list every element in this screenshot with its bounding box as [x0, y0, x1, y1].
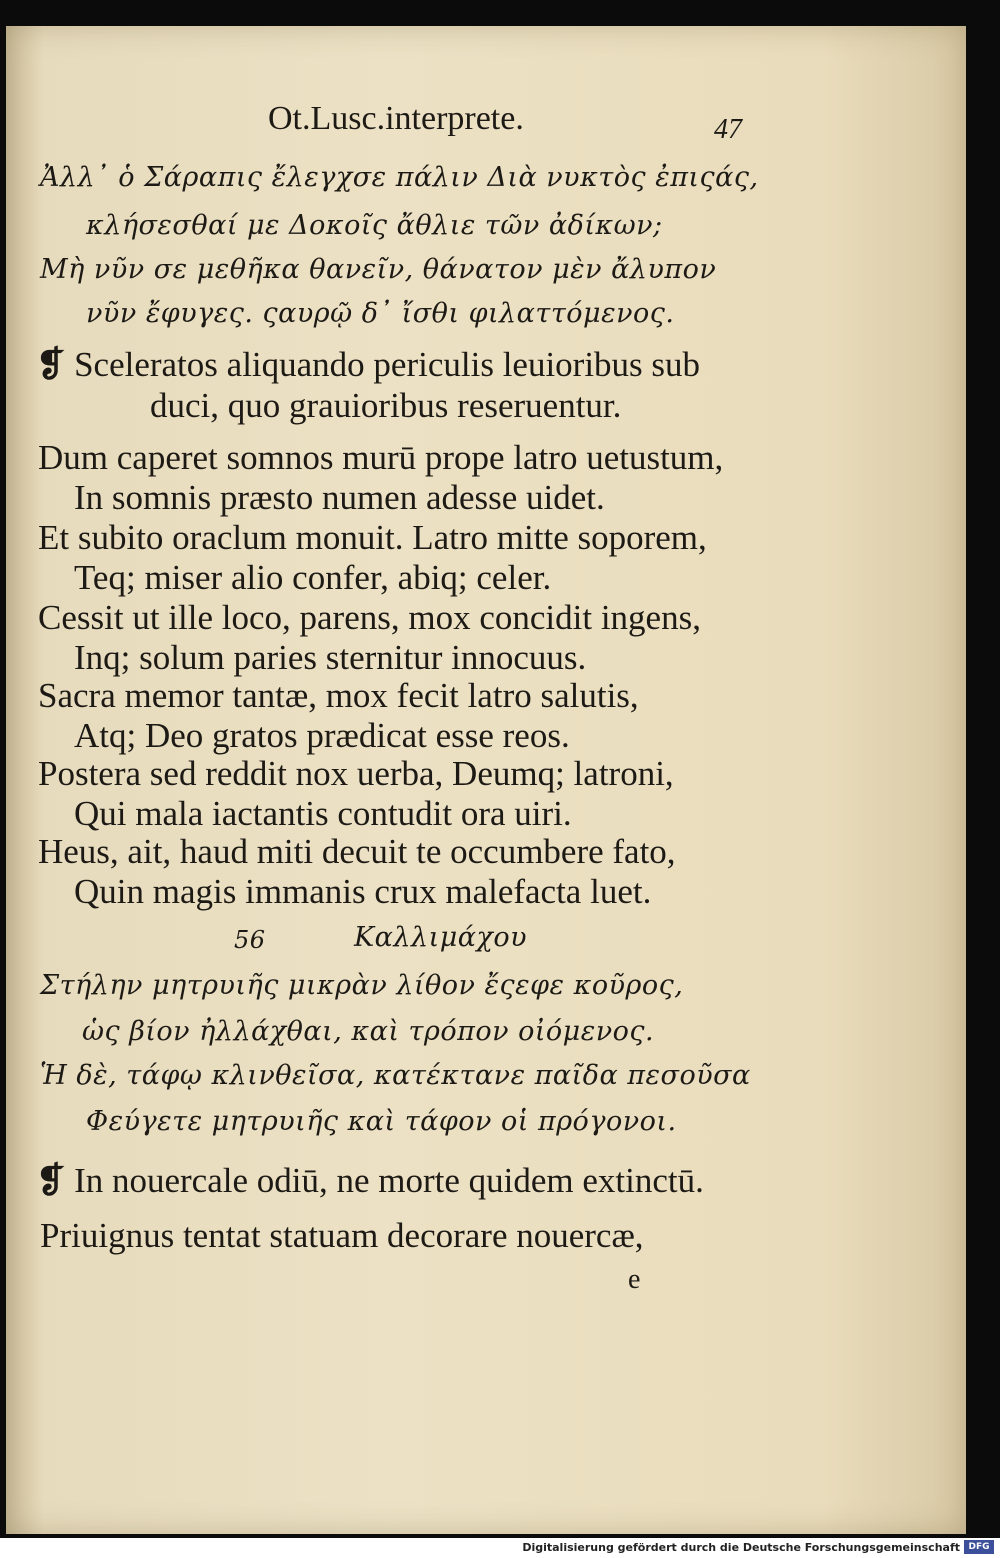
- greek-line: ὡς βίον ἠλλάχθαι, καὶ τρόπον οἰόμενος.: [82, 1016, 655, 1047]
- latin-verse-line: Sacra memor tantæ, mox fecit latro salutis,: [38, 676, 639, 715]
- section-heading-text: Sceleratos aliquando periculis leuioribus sub: [74, 345, 701, 384]
- section-heading: [36, 1160, 704, 1201]
- running-title: Ot.Lusc.interprete.: [268, 100, 524, 137]
- greek-line: Ἡ δὲ, τάφῳ κλινθεῖσα, κατέκτανε παῖδα πεσοῦσα: [40, 1060, 751, 1091]
- latin-verse-line: Qui mala iactantis contudit ora uiri.: [74, 794, 572, 833]
- catchword: e: [628, 1264, 641, 1295]
- section-heading-continuation: duci, quo grauioribus reseruentur.: [150, 386, 622, 425]
- latin-verse-line: Priuignus tentat statuam decorare nouercæ,: [40, 1216, 644, 1255]
- section-heading: [36, 344, 700, 385]
- greek-line: Μὴ νῦν σε μεθῆκα θανεῖν, θάνατον μὲν ἄλυπον: [40, 254, 717, 285]
- page-number: 47: [714, 114, 742, 145]
- epigram-author: Καλλιμάχου: [354, 922, 528, 953]
- digitization-credit: Digitalisierung gefördert durch die Deutsche Forschungsgemeinschaft: [522, 1541, 960, 1554]
- epigram-number: 56: [234, 926, 266, 954]
- pilcrow-marker: ❡: [36, 344, 66, 385]
- dfg-logo: DFG: [964, 1540, 994, 1554]
- latin-verse-line: Et subito oraclum monuit. Latro mitte soporem,: [38, 518, 707, 557]
- pilcrow-marker: ❡: [36, 1160, 66, 1201]
- latin-verse-line: Cessit ut ille loco, parens, mox concidit ingens,: [38, 598, 701, 637]
- latin-verse-line: In somnis præsto numen adesse uidet.: [74, 478, 605, 517]
- greek-line: νῦν ἔφυγες. ςαυρῷ δ᾽ ἴσθι φιλαττόμενος.: [86, 298, 675, 329]
- book-page: [6, 26, 966, 1534]
- latin-verse-line: Dum caperet somnos murū prope latro uetustum,: [38, 438, 724, 477]
- latin-verse-line: Inq; solum paries sternitur innocuus.: [74, 638, 587, 677]
- latin-verse-line: Postera sed reddit nox uerba, Deumq; latroni,: [38, 754, 674, 793]
- greek-line: Φεύγετε μητρυιῆς καὶ τάφον οἱ πρόγονοι.: [86, 1106, 677, 1137]
- greek-line: Ἀλλ᾽ ὁ Σάραπις ἔλεγχσε πάλιν Διὰ νυκτὸς ἐπιςάς,: [40, 162, 759, 193]
- section-heading-text: In nouercale odiū, ne morte quidem extinctū.: [74, 1161, 704, 1200]
- latin-verse-line: Atq; Deo gratos prædicat esse reos.: [74, 716, 570, 755]
- greek-line: Στήλην μητρυιῆς μικρὰν λίθον ἔςεφε κοῦρος,: [40, 970, 684, 1001]
- latin-verse-line: Teq; miser alio confer, abiq; celer.: [74, 558, 552, 597]
- latin-verse-line: Quin magis immanis crux malefacta luet.: [74, 872, 652, 911]
- greek-line: κλήσεσθαί με Δοκοῖς ἄθλιε τῶν ἀδίκων;: [86, 210, 663, 241]
- latin-verse-line: Heus, ait, haud miti decuit te occumbere fato,: [38, 832, 676, 871]
